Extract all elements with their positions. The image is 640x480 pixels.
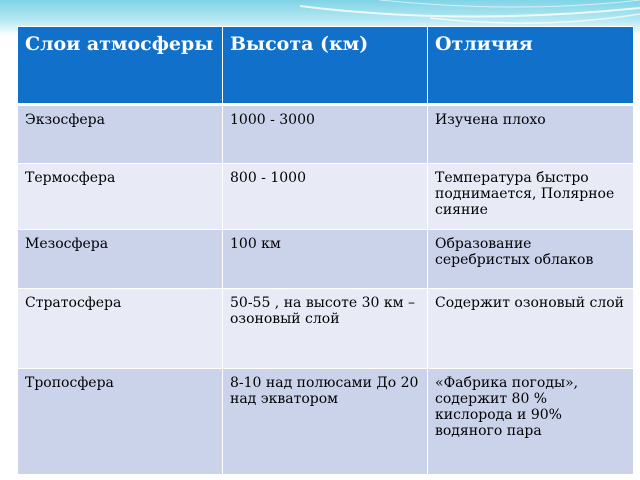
header-height: Высота (км) bbox=[223, 27, 428, 105]
cell-layer: Экзосфера bbox=[18, 105, 223, 164]
cell-diff: Содержит озоновый слой bbox=[428, 289, 634, 369]
table-row bbox=[18, 105, 634, 164]
cell-layer: Термосфера bbox=[18, 164, 223, 230]
table-row bbox=[18, 289, 634, 369]
table-row bbox=[18, 164, 634, 230]
atmosphere-layers-table bbox=[17, 26, 634, 475]
cell-diff: «Фабрика погоды», содержит 80 % кислорода и 90% водяного пара bbox=[428, 369, 634, 475]
cell-layer: Мезосфера bbox=[18, 230, 223, 289]
cell-layer: Стратосфера bbox=[18, 289, 223, 369]
cell-diff: Изучена плохо bbox=[428, 105, 634, 164]
table-row bbox=[18, 369, 634, 475]
cell-diff: Температура быстро поднимается, Полярное сияние bbox=[428, 164, 634, 230]
cell-layer: Тропосфера bbox=[18, 369, 223, 475]
table-row bbox=[18, 230, 634, 289]
cell-height: 800 - 1000 bbox=[223, 164, 428, 230]
cell-height: 100 км bbox=[223, 230, 428, 289]
header-layers: Слои атмосферы bbox=[18, 27, 223, 105]
cell-height: 50-55 , на высоте 30 км – озоновый слой bbox=[223, 289, 428, 369]
cell-diff: Образование серебристых облаков bbox=[428, 230, 634, 289]
cell-height: 8-10 над полюсами До 20 над экватором bbox=[223, 369, 428, 475]
table-header-row bbox=[18, 27, 634, 105]
cell-height: 1000 - 3000 bbox=[223, 105, 428, 164]
header-differences: Отличия bbox=[428, 27, 634, 105]
